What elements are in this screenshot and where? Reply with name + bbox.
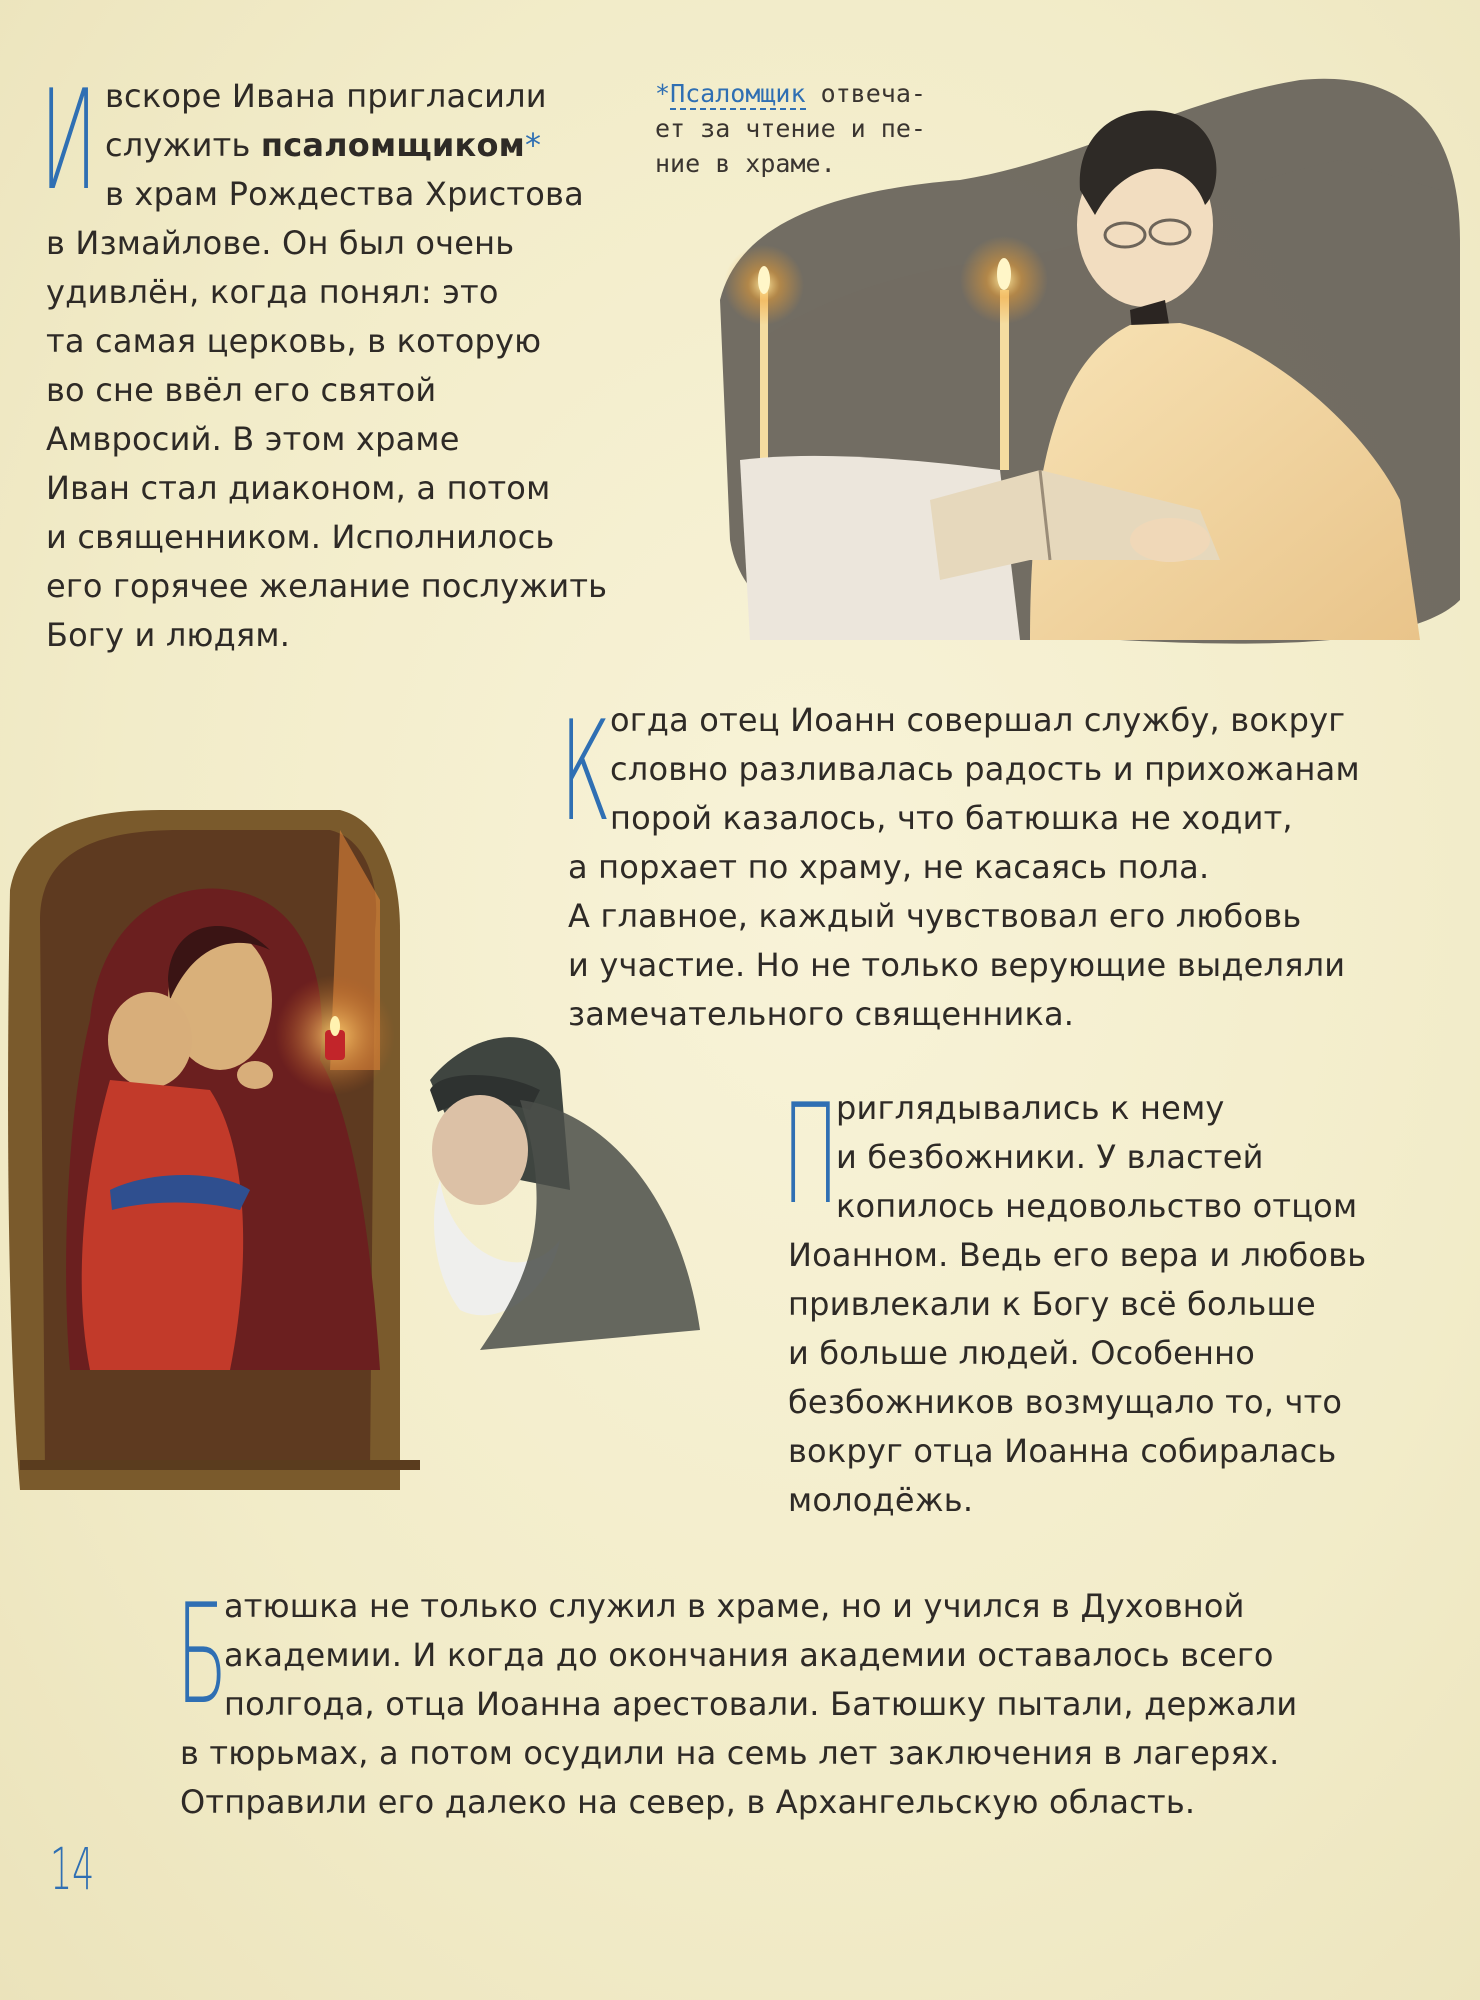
footnote-asterisk: * <box>655 79 671 108</box>
text-line: его горячее желание послужить <box>46 567 608 605</box>
text-line: копилось недовольство отцом <box>836 1187 1358 1225</box>
text-line: и безбожники. У властей <box>836 1138 1264 1176</box>
text-line: а порхает по храму, не касаясь пола. <box>568 848 1210 886</box>
text-line: риглядывались к нему <box>836 1089 1225 1127</box>
text-line: огда отец Иоанн совершал службу, вокруг <box>610 701 1346 739</box>
text-line: А главное, каждый чувствовал его любовь <box>568 897 1302 935</box>
text-line: та самая церковь, в которую <box>46 322 542 360</box>
drop-cap-i: И <box>40 60 98 221</box>
paragraph-2-continued <box>568 843 1345 1039</box>
footnote-term: Псаломщик <box>670 79 806 108</box>
text-line: в тюрьмах, а потом осудили на семь лет заключения в лагерях. <box>180 1734 1280 1772</box>
text-line: в Измайлове. Он был очень <box>46 224 515 262</box>
footnote-text: отвеча- <box>805 79 926 108</box>
text-line: Иван стал диаконом, а потом <box>46 469 551 507</box>
footnote-line: ет за чтение и пе- <box>655 114 926 143</box>
text-line: безбожников возмущало то, что <box>788 1383 1343 1421</box>
text-line: Амвросий. В этом храме <box>46 420 460 458</box>
paragraph-4 <box>224 1582 1297 1729</box>
term-psalomshchik: псаломщиком <box>260 126 525 164</box>
footnote-marker: * <box>525 126 542 164</box>
paragraph-4-continued <box>180 1729 1280 1827</box>
footnote <box>655 76 926 181</box>
text-line: молодёжь. <box>788 1481 974 1519</box>
text-line: порой казалось, что батюшка не ходит, <box>610 799 1293 837</box>
text-line: замечательного священника. <box>568 995 1075 1033</box>
text-line: академии. И когда до окончания академии оставалось всего <box>224 1636 1274 1674</box>
text-line: полгода, отца Иоанна арестовали. Батюшку пытали, держали <box>224 1685 1298 1723</box>
text-line: Богу и людям. <box>46 616 291 654</box>
text-line: удивлён, когда понял: это <box>46 273 499 311</box>
paragraph-1 <box>105 72 584 219</box>
paragraph-2 <box>610 696 1360 843</box>
text-line: и участие. Но не только верующие выделяли <box>568 946 1346 984</box>
text-line: во сне ввёл его святой <box>46 371 437 409</box>
paragraph-3 <box>836 1084 1357 1231</box>
text-line: Иоанном. Ведь его вера и любовь <box>788 1236 1367 1274</box>
text-line <box>105 121 584 170</box>
footnote-line <box>655 76 926 111</box>
text-line: вскоре Ивана пригласили <box>105 77 547 115</box>
paragraph-1-continued <box>46 219 607 660</box>
drop-cap-k: К <box>560 691 612 852</box>
drop-cap-b: Б <box>176 1574 229 1735</box>
text-line: атюшка не только служил в храме, но и учился в Духовной <box>224 1587 1245 1625</box>
text-line: и священником. Исполнилось <box>46 518 555 556</box>
drop-cap-p: П <box>782 1074 840 1235</box>
text-line: привлекали к Богу всё больше <box>788 1285 1316 1323</box>
text-line: вокруг отца Иоанна собиралась <box>788 1432 1337 1470</box>
text-line: Отправили его далеко на север, в Архангельскую область. <box>180 1783 1196 1821</box>
footnote-line: ние в храме. <box>655 149 836 178</box>
text-line: словно разливалась радость и прихожанам <box>610 750 1360 788</box>
text-segment: служить <box>105 126 261 164</box>
text-line: и больше людей. Особенно <box>788 1334 1256 1372</box>
text-line: в храм Рождества Христова <box>105 175 584 213</box>
page-number: 14 <box>50 1835 95 1903</box>
paragraph-3-continued <box>788 1231 1366 1525</box>
